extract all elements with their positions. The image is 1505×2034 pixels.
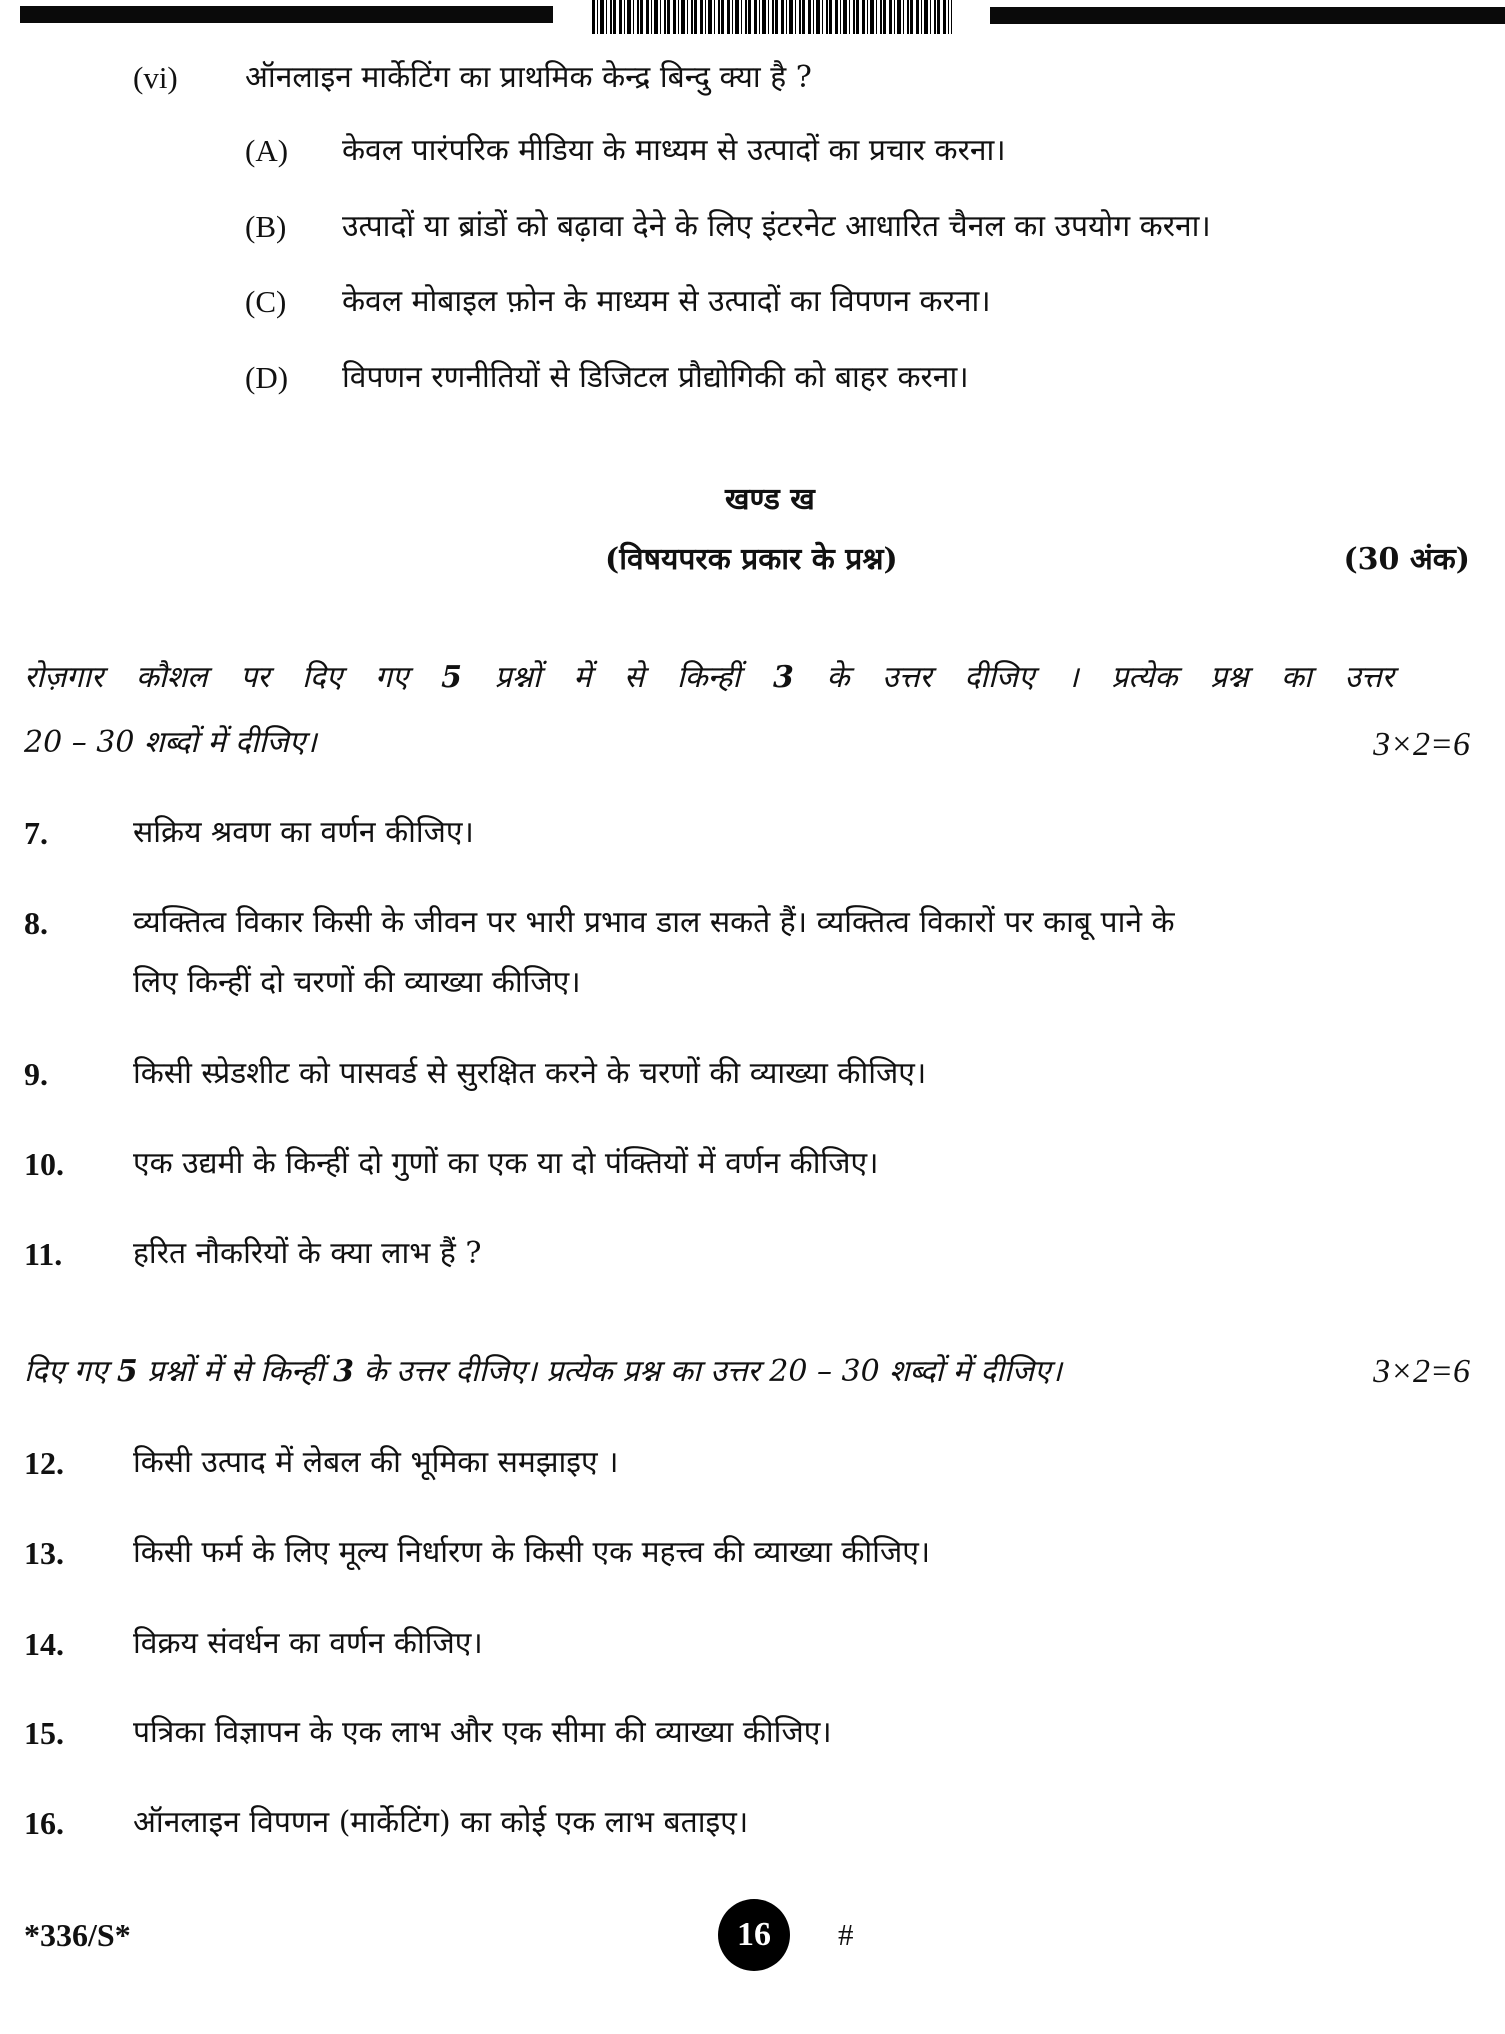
option-text-d: विपणन रणनीतियों से डिजिटल प्रौद्योगिकी को बाहर करना।: [342, 360, 969, 395]
instruction-number: 5: [116, 1354, 138, 1389]
question-text: किसी स्प्रेडशीट को पासवर्ड से सुरक्षित करने के चरणों की व्याख्या कीजिए।: [133, 1056, 927, 1091]
question-number: 16.: [24, 1805, 64, 1841]
barcode: [592, 0, 952, 34]
question-number: 13.: [24, 1535, 64, 1571]
instruction-1-line-1: [24, 658, 1394, 698]
page-number: 16: [737, 1916, 771, 1953]
question-text: विक्रय संवर्धन का वर्णन कीजिए।: [133, 1626, 483, 1661]
word: प्रश्न: [1210, 660, 1249, 695]
question-text: एक उद्यमी के किन्हीं दो गुणों का एक या दो पंक्तियों में वर्णन कीजिए।: [133, 1146, 879, 1181]
mcq-question-text: ऑनलाइन मार्केटिंग का प्राथमिक केन्द्र बिन्दु क्या है ?: [245, 60, 812, 95]
word-number: 5: [441, 660, 462, 695]
question-number: 15.: [24, 1715, 64, 1751]
question-text: किसी उत्पाद में लेबल की भूमिका समझाइए ।: [133, 1445, 619, 1480]
word: के: [826, 660, 850, 695]
word: गए: [374, 660, 409, 695]
question-text: किसी फर्म के लिए मूल्य निर्धारण के किसी एक महत्त्व की व्याख्या कीजिए।: [133, 1535, 931, 1570]
question-number: 14.: [24, 1626, 64, 1662]
option-label-b: (B): [245, 209, 287, 244]
word: किन्हीं: [676, 660, 741, 695]
question-number-vi: (vi): [133, 60, 178, 95]
word: दीजिए: [964, 660, 1035, 695]
word: का: [1281, 660, 1312, 695]
word: उत्तर: [882, 660, 932, 695]
question-text: हरित नौकरियों के क्या लाभ हैं ?: [133, 1236, 482, 1271]
question-text-continued: लिए किन्हीं दो चरणों की व्याख्या कीजिए।: [133, 965, 581, 1000]
word: कौशल: [135, 660, 208, 695]
question-number: 9.: [24, 1056, 48, 1092]
option-text-a: केवल पारंपरिक मीडिया के माध्यम से उत्पादों का प्रचार करना।: [342, 133, 1006, 168]
option-label-d: (D): [245, 360, 289, 395]
question-text: ऑनलाइन विपणन (मार्केटिंग) का कोई एक लाभ बताइए।: [133, 1805, 749, 1840]
question-number: 12.: [24, 1445, 64, 1481]
instruction-1-marks: 3×2=6: [1373, 726, 1470, 763]
instruction-text: के उत्तर दीजिए। प्रत्येक प्रश्न का उत्तर 20 – 30 शब्दों में दीजिए।: [354, 1354, 1062, 1389]
word: ।: [1067, 660, 1079, 695]
option-text-b: उत्पादों या ब्रांडों को बढ़ावा देने के लिए इंटरनेट आधारित चैनल का उपयोग करना।: [342, 209, 1211, 244]
word: रोज़गार: [24, 660, 104, 695]
word: उत्तर: [1344, 660, 1394, 695]
instruction-text: प्रश्नों में से किन्हीं: [137, 1354, 334, 1389]
option-label-a: (A): [245, 133, 289, 168]
question-text: पत्रिका विज्ञापन के एक लाभ और एक सीमा की व्याख्या कीजिए।: [133, 1715, 832, 1750]
question-text: व्यक्तित्व विकार किसी के जीवन पर भारी प्रभाव डाल सकते हैं। व्यक्तित्व विकारों पर काबू पाने के: [133, 905, 1175, 940]
question-text: सक्रिय श्रवण का वर्णन कीजिए।: [133, 815, 474, 850]
question-number: 11.: [24, 1236, 63, 1272]
instruction-1-line-2: 20 – 30 शब्दों में दीजिए।: [24, 725, 317, 760]
word-number: 3: [772, 660, 794, 695]
word: पर: [240, 660, 270, 695]
instruction-2: [24, 1352, 1062, 1392]
header-bar-left: [20, 6, 553, 23]
word: से: [623, 660, 645, 695]
word: प्रश्नों: [494, 660, 541, 695]
section-subtitle: (विषयपरक प्रकार के प्रश्न): [605, 542, 898, 577]
question-number: 8.: [24, 905, 48, 941]
header-bar-right: [990, 7, 1505, 24]
section-marks: (30 अंक): [1343, 542, 1470, 577]
word: में: [573, 660, 592, 695]
option-text-c: केवल मोबाइल फ़ोन के माध्यम से उत्पादों का विपणन करना।: [342, 284, 991, 319]
section-title: खण्ड ख: [725, 482, 815, 517]
instruction-2-marks: 3×2=6: [1373, 1353, 1470, 1390]
page-number-badge: [718, 1899, 790, 1971]
word: दिए: [302, 660, 343, 695]
instruction-text: दिए गए: [24, 1354, 117, 1389]
footer-hash-mark: #: [838, 1917, 854, 1952]
word: प्रत्येक: [1111, 660, 1178, 695]
question-number: 10.: [24, 1146, 64, 1182]
paper-code: *336/S*: [24, 1917, 131, 1953]
instruction-number: 3: [333, 1354, 355, 1389]
option-label-c: (C): [245, 284, 287, 319]
question-number: 7.: [24, 815, 48, 851]
